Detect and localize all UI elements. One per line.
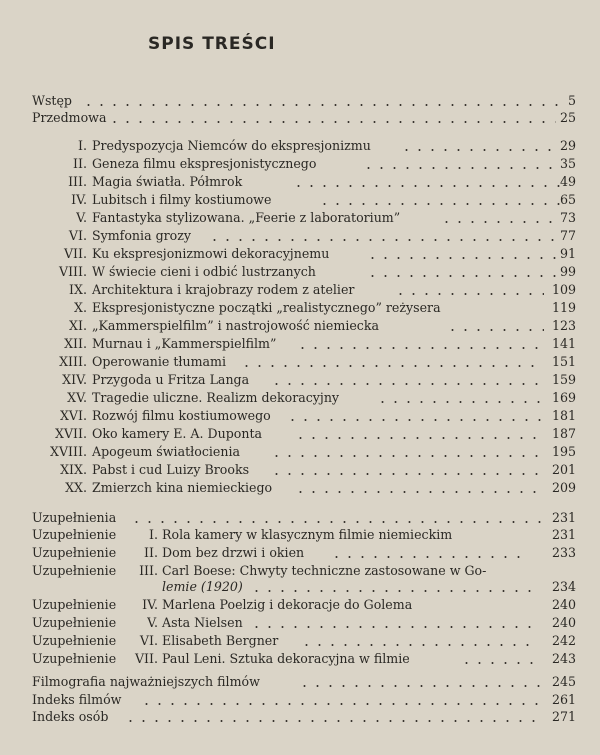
supplement-number: I.: [149, 527, 158, 542]
chapter-page: 49: [559, 174, 576, 189]
chapter-page: 65: [559, 192, 576, 207]
toc-entry-intro: [0, 93, 600, 109]
chapter-page: 109: [551, 282, 576, 297]
toc-supplement: [0, 563, 600, 579]
leader-dots: [400, 149, 560, 151]
chapter-title: Magia światła. Półmrok: [92, 174, 243, 189]
supplement-title: Rola kamery w klasycznym filmie niemieckim: [162, 527, 453, 542]
leader-dots: [294, 491, 544, 493]
supplement-number: V.: [147, 615, 158, 630]
chapter-title: Architektura i krajobrazy rodem z atelier: [92, 282, 355, 297]
chapter-number: IV.: [71, 192, 87, 207]
leader-dots: [318, 203, 560, 205]
chapter-title: Symfonia grozy: [92, 228, 191, 243]
leader-dots: [440, 221, 560, 223]
leader-dots: [330, 556, 530, 558]
toc-chapter: [0, 426, 600, 442]
chapter-page: 91: [559, 246, 576, 261]
page-title: SPIS TREŚCI: [148, 34, 276, 54]
supplement-label: Uzupełnienie: [32, 651, 117, 666]
entry-title: Wstęp: [32, 93, 72, 108]
entry-title: Przedmowa: [32, 110, 107, 125]
toc-entry-people-index: [0, 709, 600, 725]
supplement-title: Elisabeth Bergner: [162, 633, 279, 648]
chapter-title: Pabst i cud Luizy Brooks: [92, 462, 250, 477]
toc-supplements-header: [0, 510, 600, 526]
toc-supplement: [0, 527, 600, 543]
chapter-title: Operowanie tłumami: [92, 354, 226, 369]
chapter-number: V.: [76, 210, 87, 225]
chapter-page: 169: [551, 390, 576, 405]
leader-dots: [362, 167, 560, 169]
chapter-title: Predyspozycja Niemców do ekspresjonizmu: [92, 138, 371, 153]
chapter-number: III.: [68, 174, 87, 189]
leader-dots: [366, 257, 560, 259]
toc-supplement-continued: [0, 579, 600, 595]
chapter-title: Ku ekspresjonizmowi dekoracyjnemu: [92, 246, 330, 261]
entry-title: Indeks osób: [32, 709, 109, 724]
chapter-title: Geneza filmu ekspresjonistycznego: [92, 156, 317, 171]
supplement-page: 240: [551, 615, 576, 630]
leader-dots: [130, 521, 544, 523]
leader-dots: [286, 419, 544, 421]
chapter-number: II.: [73, 156, 87, 171]
leader-dots: [298, 685, 540, 687]
entry-title: Filmografia najważniejszych filmów: [32, 674, 260, 689]
chapter-number: XX.: [65, 480, 87, 495]
leader-dots: [394, 293, 544, 295]
entry-page: 5: [567, 93, 576, 108]
supplement-page: 231: [551, 527, 576, 542]
chapter-title: Zmierzch kina niemieckiego: [92, 480, 273, 495]
supplement-title: Carl Boese: Chwyty techniczne zastosowane w Go-: [162, 563, 487, 578]
toc-chapter: [0, 282, 600, 298]
supplement-title: Asta Nielsen: [162, 615, 243, 630]
toc-chapter: [0, 300, 600, 316]
supplement-title: Paul Leni. Sztuka dekoracyjna w filmie: [162, 651, 410, 666]
supplements-title: Uzupełnienia: [32, 510, 117, 525]
supplement-label: Uzupełnienie: [32, 563, 117, 578]
toc-chapter: [0, 354, 600, 370]
toc-chapter: [0, 264, 600, 280]
leader-dots: [208, 239, 560, 241]
toc-chapter: [0, 462, 600, 478]
supplement-number: IV.: [142, 597, 158, 612]
chapter-title: „Kammerspielfilm” i nastrojowość niemiecka: [92, 318, 379, 333]
leader-dots: [294, 437, 544, 439]
chapter-title: W świecie cieni i odbić lustrzanych: [92, 264, 316, 279]
chapter-number: XV.: [67, 390, 87, 405]
chapter-number: VI.: [68, 228, 87, 243]
chapter-number: XII.: [64, 336, 87, 351]
toc-chapter: [0, 156, 600, 172]
leader-dots: [82, 104, 562, 106]
leader-dots: [292, 185, 560, 187]
supplement-page: 234: [551, 579, 576, 594]
leader-dots: [446, 329, 544, 331]
leader-dots: [270, 455, 544, 457]
toc-chapter: [0, 372, 600, 388]
toc-entry-filmography: [0, 674, 600, 690]
toc-chapter: [0, 192, 600, 208]
supplement-label: Uzupełnienie: [32, 527, 117, 542]
chapter-title: Oko kamery E. A. Duponta: [92, 426, 263, 441]
toc-chapter: [0, 480, 600, 496]
chapter-title: Przygoda u Fritza Langa: [92, 372, 250, 387]
chapter-number: X.: [74, 300, 87, 315]
toc-supplement: [0, 651, 600, 667]
supplement-label: Uzupełnienie: [32, 633, 117, 648]
leader-dots: [270, 473, 544, 475]
chapter-number: XIV.: [62, 372, 87, 387]
leader-dots: [140, 703, 540, 705]
chapter-title: Apogeum światłocienia: [92, 444, 240, 459]
chapter-page: 209: [551, 480, 576, 495]
toc-supplement: [0, 633, 600, 649]
chapter-title: Ekspresjonistyczne początki „realistycznego” reżysera: [92, 300, 441, 315]
chapter-page: 159: [551, 372, 576, 387]
toc-chapter: [0, 318, 600, 334]
toc-chapter: [0, 228, 600, 244]
supplement-number: VII.: [134, 651, 158, 666]
toc-entry-film-index: [0, 692, 600, 708]
chapter-page: 119: [551, 300, 576, 315]
supplement-label: Uzupełnienie: [32, 615, 117, 630]
chapter-number: XVII.: [54, 426, 87, 441]
supplement-title: Dom bez drzwi i okien: [162, 545, 305, 560]
leader-dots: [250, 590, 536, 592]
chapter-number: XIII.: [59, 354, 87, 369]
chapter-page: 141: [551, 336, 576, 351]
toc-chapter: [0, 174, 600, 190]
chapter-title: Murnau i „Kammerspielfilm”: [92, 336, 277, 351]
chapter-number: VII.: [63, 246, 87, 261]
leader-dots: [366, 275, 560, 277]
chapter-page: 77: [559, 228, 576, 243]
toc-chapter: [0, 444, 600, 460]
toc-chapter: [0, 408, 600, 424]
leader-dots: [460, 662, 536, 664]
supplement-page: 243: [551, 651, 576, 666]
toc-chapter: [0, 246, 600, 262]
chapter-page: 123: [551, 318, 576, 333]
chapter-number: VIII.: [58, 264, 87, 279]
chapter-page: 99: [559, 264, 576, 279]
supplement-page: 233: [551, 545, 576, 560]
supplement-number: II.: [144, 545, 158, 560]
chapter-number: XVIII.: [50, 444, 87, 459]
entry-title: Indeks filmów: [32, 692, 122, 707]
supplement-title-continued: lemie (1920): [162, 579, 243, 594]
supplement-page: 242: [551, 633, 576, 648]
leader-dots: [270, 383, 544, 385]
chapter-page: 195: [551, 444, 576, 459]
chapter-page: 187: [551, 426, 576, 441]
chapter-page: 35: [559, 156, 576, 171]
supplement-title: Marlena Poelzig i dekoracje do Golema: [162, 597, 413, 612]
leader-dots: [124, 720, 540, 722]
leader-dots: [376, 401, 544, 403]
chapter-page: 29: [559, 138, 576, 153]
chapter-title: Lubitsch i filmy kostiumowe: [92, 192, 272, 207]
toc-supplement: [0, 615, 600, 631]
entry-page: 25: [559, 110, 576, 125]
chapter-page: 151: [551, 354, 576, 369]
toc-supplement: [0, 597, 600, 613]
supplement-number: VI.: [139, 633, 158, 648]
toc-entry-preface: [0, 110, 600, 126]
entry-page: 271: [551, 709, 576, 724]
chapter-page: 73: [559, 210, 576, 225]
entry-page: 261: [551, 692, 576, 707]
chapter-number: XIX.: [60, 462, 87, 477]
toc-chapter: [0, 336, 600, 352]
leader-dots: [296, 347, 544, 349]
leader-dots: [250, 626, 536, 628]
supplement-number: III.: [139, 563, 158, 578]
chapter-page: 201: [551, 462, 576, 477]
chapter-title: Tragedie uliczne. Realizm dekoracyjny: [92, 390, 340, 405]
leader-dots: [108, 121, 556, 123]
leader-dots: [240, 365, 544, 367]
chapter-number: XI.: [69, 318, 87, 333]
supplement-label: Uzupełnienie: [32, 597, 117, 612]
toc-supplement: [0, 545, 600, 561]
entry-page: 245: [551, 674, 576, 689]
toc-chapter: [0, 138, 600, 154]
toc-chapter: [0, 390, 600, 406]
supplements-page: 231: [551, 510, 576, 525]
chapter-title: Fantastyka stylizowana. „Feerie z laboratorium”: [92, 210, 401, 225]
toc-chapter: [0, 210, 600, 226]
chapter-title: Rozwój filmu kostiumowego: [92, 408, 271, 423]
leader-dots: [300, 644, 536, 646]
chapter-number: I.: [78, 138, 87, 153]
supplement-page: 240: [551, 597, 576, 612]
supplement-label: Uzupełnienie: [32, 545, 117, 560]
chapter-page: 181: [551, 408, 576, 423]
chapter-number: IX.: [69, 282, 87, 297]
chapter-number: XVI.: [59, 408, 87, 423]
